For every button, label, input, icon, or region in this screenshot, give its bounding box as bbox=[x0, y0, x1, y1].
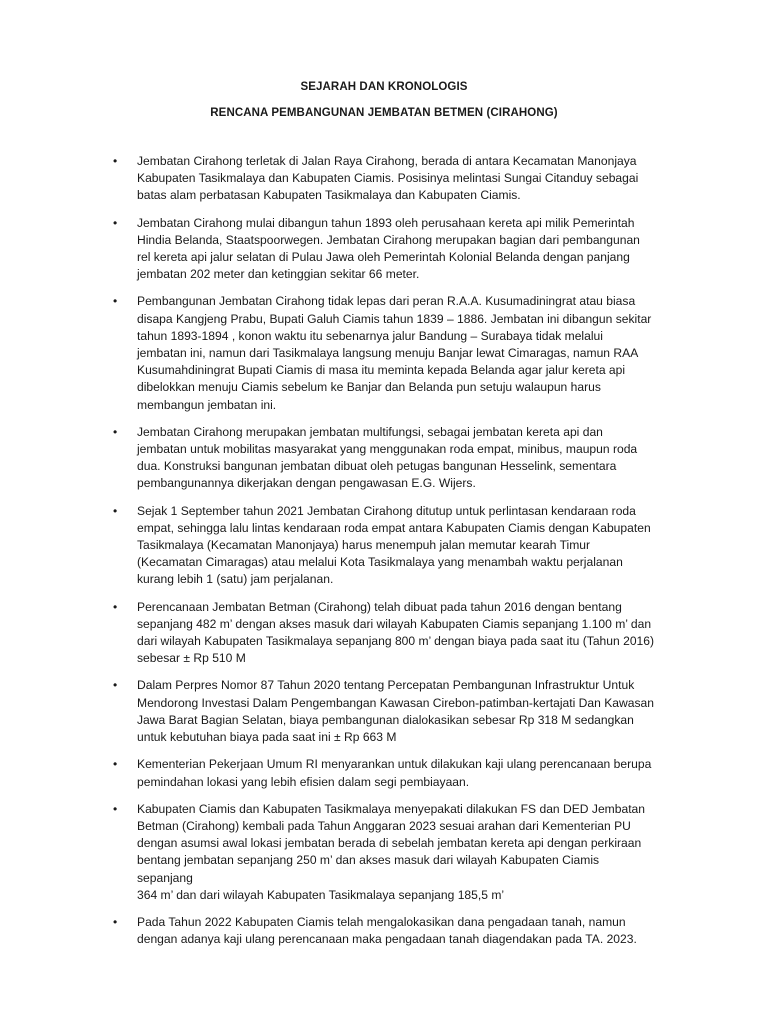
bullet-icon: • bbox=[113, 503, 118, 518]
bullet-icon: • bbox=[113, 599, 118, 614]
list-item bbox=[0, 756, 768, 790]
list-item bbox=[0, 153, 768, 205]
list-item-text: Pembangunan Jembatan Cirahong tidak lepas dari peran R.A.A. Kusumadiningrat atau biasa disapa Kangjeng Prabu, Bupati Galuh Ciamis tahun 1839 – 1886. Jembatan ini dibangun sekitar tahun 1893-1894 , konon waktu itu sebenarnya jalur Bandung – Surabaya tidak melalui jembatan ini, namun dari Tasikmalaya langsung menuju Banjar lewat Cimaragas, namun RAA Kusumahdiningrat Bupati Ciamis di masa itu meminta kepada Belanda agar jalur kereta api dibelokkan menuju Ciamis sebelum ke Banjar dan Belanda pun setuju walaupun harus membangun jembatan ini. bbox=[137, 294, 652, 412]
list-item-text: Dalam Perpres Nomor 87 Tahun 2020 tentang Percepatan Pembangunan Infrastruktur Untuk Mendorong Investasi Dalam Pengembangan Kawasan Cirebon-patimban-kertajati Dan Kawasan Jawa Barat Bagian Selatan, biaya pembangunan dialokasikan sebesar Rp 318 M sedangkan untuk kebutuhan biaya pada saat ini ± Rp 663 M bbox=[137, 678, 654, 745]
bullet-icon: • bbox=[113, 424, 118, 439]
list-item bbox=[0, 801, 768, 904]
bullet-icon: • bbox=[113, 914, 118, 929]
list-item-text: Perencanaan Jembatan Betman (Cirahong) telah dibuat pada tahun 2016 dengan bentang sepanjang 482 m’ dengan akses masuk dari wilayah Kabupaten Ciamis sepanjang 1.100 m’ dan dari wilayah Kabupaten Tasikmalaya sepanjang 800 m’ dengan biaya pada saat itu (Tahun 2016) sebesar ± Rp 510 M bbox=[137, 599, 655, 666]
list-item bbox=[0, 599, 768, 668]
list-item bbox=[0, 677, 768, 746]
bullet-icon: • bbox=[113, 801, 118, 816]
list-item-text: Jembatan Cirahong terletak di Jalan Raya Cirahong, berada di antara Kecamatan Manonjaya Kabupaten Tasikmalaya dan Kabupaten Ciamis. Posisinya melintasi Sungai Citanduy sebagai batas alam perbatasan Kabupaten Tasikmalaya dan Kabupaten Ciamis. bbox=[137, 154, 639, 203]
bullet-icon: • bbox=[113, 215, 118, 230]
list-item-text: Kementerian Pekerjaan Umum RI menyarankan untuk dilakukan kaji ulang perencanaan berupa pemindahan lokasi yang lebih efisien dalam segi pembiayaan. bbox=[137, 757, 652, 789]
list-item-text: Jembatan Cirahong mulai dibangun tahun 1893 oleh perusahaan kereta api milik Pemerintah Hindia Belanda, Staatspoorwegen. Jembatan Cirahong merupakan bagian dari pembangunan rel kereta api jalur selatan di Pulau Jawa oleh Pemerintah Kolonial Belanda dengan panjang jembatan 202 meter dan ketinggian sekitar 66 meter. bbox=[137, 215, 640, 282]
list-item bbox=[0, 215, 768, 284]
list-item-text: Sejak 1 September tahun 2021 Jembatan Cirahong ditutup untuk perlintasan kendaraan roda empat, sehingga lalu lintas kendaraan roda empat antara Kabupaten Ciamis dengan Kabupaten Tasikmalaya (Kecamatan Manonjaya) harus menempuh jalan memutar kearah Timur (Kecamatan Cimaragas) atau melalui Kota Tasikmalaya yang menambah waktu perjalanan kurang lebih 1 (satu) jam perjalanan. bbox=[137, 503, 651, 587]
list-item bbox=[0, 914, 768, 948]
document-title: SEJARAH DAN KRONOLOGIS bbox=[300, 81, 468, 93]
list-item-text: Kabupaten Ciamis dan Kabupaten Tasikmalaya menyepakati dilakukan FS dan DED Jembatan Betman (Cirahong) kembali pada Tahun Anggaran 2023 sesuai arahan dari Kementerian PU dengan asumsi awal lokasi jembatan berada di sebelah jembatan kereta api dengan perkiraan bentang jembatan sepanjang 250 m’ dan akses masuk dari wilayah Kabupaten Ciamis sepanjang 364 m’ dan dari wilayah Kabupaten Tasikmalaya sepanjang 185,5 m’ bbox=[137, 801, 646, 902]
list-item-text: Pada Tahun 2022 Kabupaten Ciamis telah mengalokasikan dana pengadaan tanah, namun dengan adanya kaji ulang perencanaan maka pengadaan tanah diagendakan pada TA. 2023. bbox=[137, 914, 637, 947]
list-item bbox=[0, 503, 768, 589]
list-item bbox=[0, 424, 768, 493]
list-item-text: Jembatan Cirahong merupakan jembatan multifungsi, sebagai jembatan kereta api dan jembatan untuk mobilitas masyarakat yang menggunakan roda empat, minibus, maupun roda dua. Konstruksi bangunan jembatan dibuat oleh petugas bangunan Hesselink, sementara pembangunannya dikerjakan dengan pengawasan E.G. Wijers. bbox=[137, 424, 638, 491]
bullet-list bbox=[0, 153, 768, 958]
list-item bbox=[0, 293, 768, 413]
bullet-icon: • bbox=[113, 154, 118, 168]
bullet-icon: • bbox=[113, 757, 118, 772]
bullet-icon: • bbox=[113, 678, 118, 693]
bullet-icon: • bbox=[113, 294, 118, 309]
document-subtitle: RENCANA PEMBANGUNAN JEMBATAN BETMEN (CIRAHONG) bbox=[210, 107, 558, 119]
